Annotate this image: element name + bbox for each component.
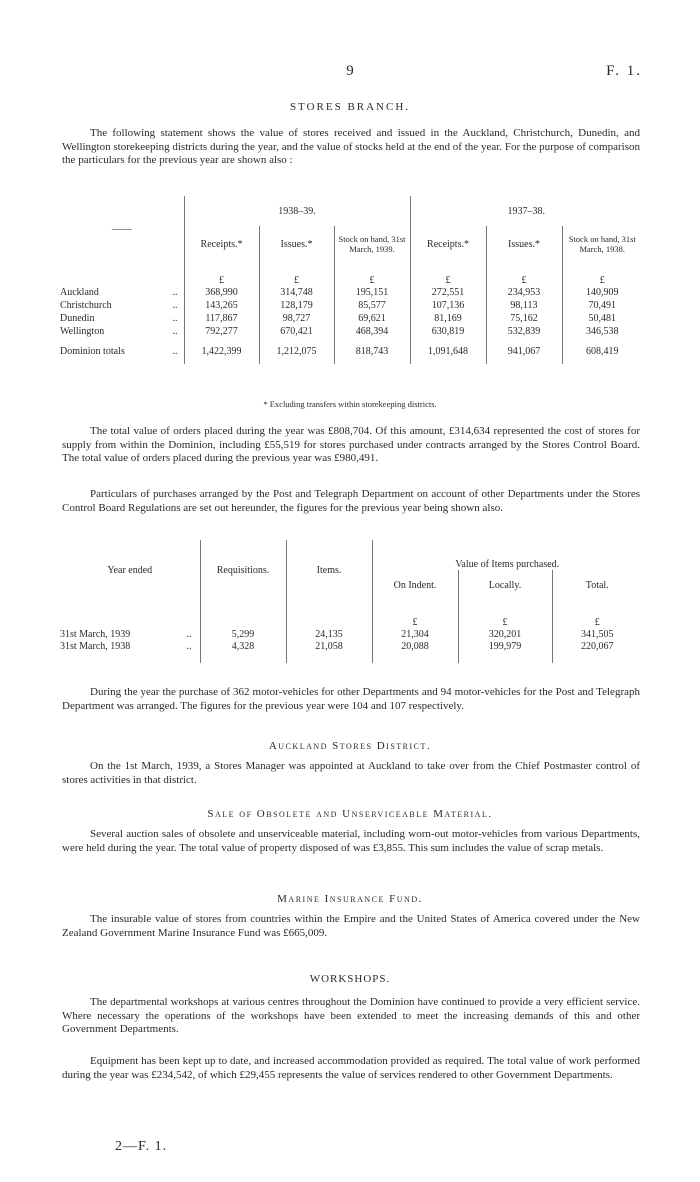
table1-period-b: 1937–38.: [410, 196, 642, 226]
col-on-indent: On Indent.: [372, 570, 458, 600]
totals-label: Dominion totals: [60, 345, 125, 357]
currency-symbol: £: [184, 262, 259, 286]
table-row: [60, 628, 642, 641]
purchases-table: [60, 540, 642, 663]
cell-value: 70,491: [562, 299, 642, 312]
currency-symbol: £: [552, 600, 642, 628]
stores-intro-paragraph: The following statement shows the value of stores received and issued in the Auckland, Christchurch, Dunedin, and Wellington storekeeping districts during the year, and the value of stocks held at the end of the year. For the purpose of comparison the particulars for the previous year are shown also :: [62, 127, 640, 166]
year-ended: 31st March, 1939: [60, 629, 131, 640]
cell-value: 75,162: [486, 312, 562, 325]
dot-leader: ..: [172, 345, 178, 357]
dot-leader: ..: [172, 326, 178, 337]
total-value: 1,422,399: [184, 338, 259, 364]
table-row: [60, 325, 642, 338]
total-value: 1,212,075: [259, 338, 334, 364]
page-reference: F. 1.: [606, 63, 642, 79]
cell-value: 140,909: [562, 286, 642, 299]
cell-value: 195,151: [334, 286, 410, 299]
table-row: [60, 286, 642, 299]
cell-value: 234,953: [486, 286, 562, 299]
col-total: Total.: [552, 570, 642, 600]
col-year: Year ended: [107, 564, 153, 576]
table-row-totals: [60, 338, 642, 364]
cell-value: 128,179: [259, 299, 334, 312]
cell-value: 341,505: [552, 628, 642, 641]
cell-value: 368,990: [184, 286, 259, 299]
cell-value: 143,265: [184, 299, 259, 312]
currency-symbol: £: [334, 262, 410, 286]
total-value: 1,091,648: [410, 338, 486, 364]
cell-value: 5,299: [200, 628, 286, 641]
table1-footnote: * Excluding transfers within storekeeping districts.: [263, 399, 437, 409]
cell-value: 272,551: [410, 286, 486, 299]
table-row: [60, 641, 642, 663]
district-name: Dunedin: [60, 313, 95, 324]
table1-corner: ——: [111, 223, 132, 235]
purchases-paragraph: Particulars of purchases arranged by the Post and Telegraph Department on account of other Departments under the Stores Control Board Regulations are set out hereunder, the figures for the previous year being shown also.: [62, 488, 640, 514]
col-requisitions: Requisitions.: [200, 540, 286, 600]
col-stock-a: Stock on hand, 31st March, 1939.: [334, 226, 410, 262]
section-title-marine: Marine Insurance Fund.: [277, 893, 423, 905]
dot-leader: ..: [172, 300, 178, 311]
cell-value: 346,538: [562, 325, 642, 338]
table-row: [60, 312, 642, 325]
total-value: 818,743: [334, 338, 410, 364]
col-issues-b: Issues.*: [486, 226, 562, 262]
stores-table: [60, 196, 642, 364]
dot-leader: ..: [186, 641, 192, 652]
col-locally: Locally.: [458, 570, 552, 600]
cell-value: 670,421: [259, 325, 334, 338]
currency-symbol: £: [486, 262, 562, 286]
table1-period-a: 1938–39.: [184, 196, 410, 226]
table-row: [60, 299, 642, 312]
total-value: 941,067: [486, 338, 562, 364]
col-value-group: Value of Items purchased.: [372, 540, 642, 570]
auckland-paragraph: On the 1st March, 1939, a Stores Manager was appointed at Auckland to take over from the Chief Postmaster control of stores activities in that district.: [62, 760, 640, 786]
marine-paragraph: The insurable value of stores from countries within the Empire and the United States of America covered under the New Zealand Government Marine Insurance Fund was £665,009.: [62, 913, 640, 939]
cell-value: 468,394: [334, 325, 410, 338]
cell-value: 320,201: [458, 628, 552, 641]
cell-value: 81,169: [410, 312, 486, 325]
district-name: Auckland: [60, 287, 99, 298]
section-title-workshops: WORKSHOPS.: [309, 973, 391, 985]
cell-value: 314,748: [259, 286, 334, 299]
section-title-obsolete: Sale of Obsolete and Unserviceable Material.: [207, 808, 493, 820]
currency-symbol: £: [458, 600, 552, 628]
section-title-stores-branch: STORES BRANCH.: [289, 101, 411, 113]
col-stock-b: Stock on hand, 31st March, 1938.: [562, 226, 642, 262]
cell-value: 630,819: [410, 325, 486, 338]
cell-value: 85,577: [334, 299, 410, 312]
dot-leader: ..: [172, 313, 178, 324]
cell-value: 792,277: [184, 325, 259, 338]
col-receipts-b: Receipts.*: [410, 226, 486, 262]
year-ended: 31st March, 1938: [60, 641, 131, 652]
cell-value: 107,136: [410, 299, 486, 312]
col-items: Items.: [286, 540, 372, 600]
district-name: Christchurch: [60, 300, 112, 311]
cell-value: 20,088: [372, 641, 458, 663]
district-name: Wellington: [60, 326, 105, 337]
cell-value: 117,867: [184, 312, 259, 325]
col-issues-a: Issues.*: [259, 226, 334, 262]
currency-symbol: £: [372, 600, 458, 628]
col-receipts-a: Receipts.*: [184, 226, 259, 262]
obsolete-paragraph: Several auction sales of obsolete and unserviceable material, including worn-out motor-vehicles from various Departments, were held during the year. The total value of property disposed of was £3,855. This sum includes the value of scrap metals.: [62, 828, 640, 854]
cell-value: 98,727: [259, 312, 334, 325]
workshops-paragraph-1: The departmental workshops at various centres throughout the Dominion have continued to provide a very efficient service. Where necessary the operations of the workshops have been extended to meet the increasing demands of this and other Government Departments.: [62, 996, 640, 1035]
cell-value: 4,328: [200, 641, 286, 663]
cell-value: 532,839: [486, 325, 562, 338]
section-title-auckland: Auckland Stores District.: [268, 740, 432, 752]
workshops-paragraph-2: Equipment has been kept up to date, and increased accommodation provided as required. The total value of work performed during the year was £234,542, of which £29,455 represents the value of services rendered to other Government Departments.: [62, 1055, 640, 1081]
orders-paragraph: The total value of orders placed during the year was £808,704. Of this amount, £314,634 represented the cost of stores for supply from within the Dominion, including £55,519 for stores purchased under contracts arranged by the Stores Control Board. The total value of orders placed during the previous year was £980,491.: [62, 425, 640, 464]
cell-value: 24,135: [286, 628, 372, 641]
signature-mark: 2—F. 1.: [115, 1139, 168, 1154]
total-value: 608,419: [562, 338, 642, 364]
dot-leader: ..: [172, 287, 178, 298]
cell-value: 220,067: [552, 641, 642, 663]
currency-symbol: £: [410, 262, 486, 286]
currency-symbol: £: [259, 262, 334, 286]
cell-value: 50,481: [562, 312, 642, 325]
currency-symbol: £: [562, 262, 642, 286]
cell-value: 21,058: [286, 641, 372, 663]
cell-value: 199,979: [458, 641, 552, 663]
cell-value: 69,621: [334, 312, 410, 325]
cell-value: 98,113: [486, 299, 562, 312]
page-number: 9: [346, 63, 354, 79]
cell-value: 21,304: [372, 628, 458, 641]
motor-vehicles-paragraph: During the year the purchase of 362 motor-vehicles for other Departments and 94 motor-vehicles for the Post and Telegraph Department was arranged. The figures for the previous year were 104 and 107 respectively.: [62, 686, 640, 712]
dot-leader: ..: [186, 629, 192, 640]
